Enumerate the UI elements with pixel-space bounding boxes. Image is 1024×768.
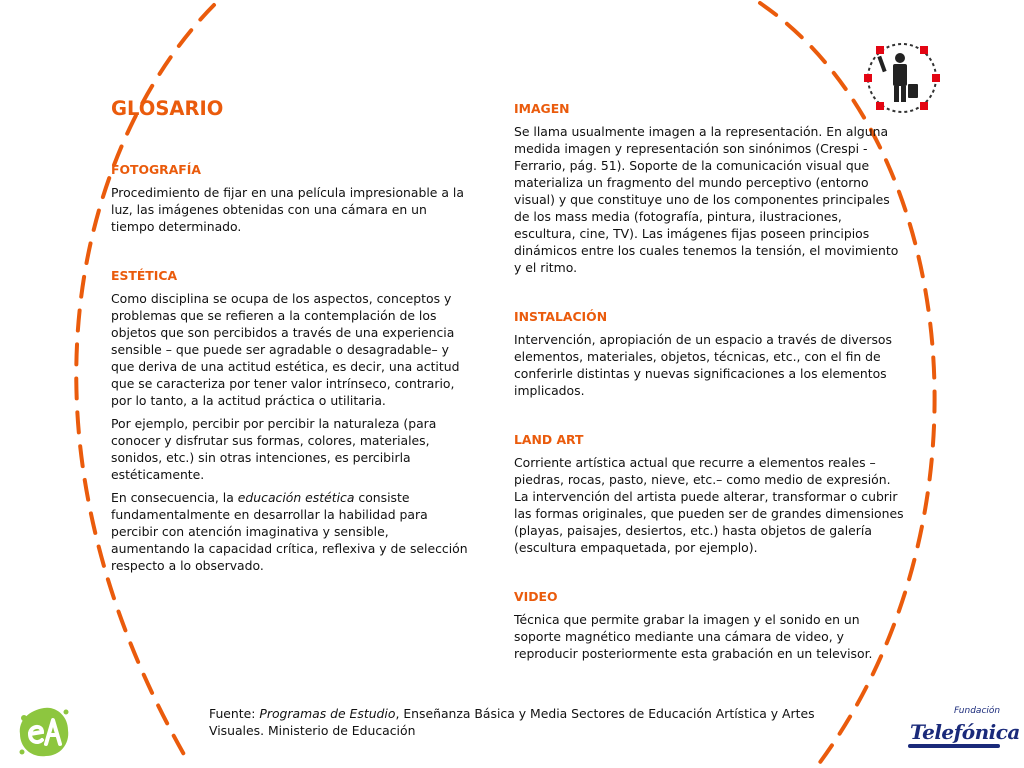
term-video: VIDEO — [514, 589, 558, 604]
footer-source-title: Programas de Estudio — [259, 706, 396, 721]
term-imagen: IMAGEN — [514, 101, 570, 116]
fundacion-label: Fundación — [954, 706, 1001, 716]
definition-video: Técnica que permite grabar la imagen y el sonido en un soporte magnético mediante una cámara de video, y reproducir posteriormente esta grabación en un televisor. — [514, 612, 873, 661]
term-instalacion: INSTALACIÓN — [514, 309, 608, 324]
term-fotografia: FOTOGRAFÍA — [111, 162, 201, 177]
footer-label: Fuente: — [209, 706, 260, 721]
definition-fotografia: Procedimiento de fijar en una película impresionable a la luz, las imágenes obtenidas con una cámara en un tiempo determinado. — [111, 185, 464, 234]
estetica-p3-before: En consecuencia, la — [111, 490, 238, 505]
telefonica-label: Telefónica — [910, 720, 1020, 744]
term-land-art: LAND ART — [514, 432, 584, 447]
footer-source — [209, 705, 849, 739]
estetica-p3-after: consiste fundamentalmente en desarrollar la habilidad para percibir con atención imaginativa y sensible, aumentando la capacidad crítica, reflexiva y de selección respecto a lo observado. — [111, 490, 468, 573]
estetica-p3-italic: educación estética — [237, 490, 355, 505]
definition-estetica-p2: Por ejemplo, percibir por percibir la naturaleza (para conocer y disfrutar sus formas, colores, materiales, sonidos, etc.) sin otras intenciones, es percibirla estéticamente. — [111, 416, 437, 482]
ea-logo-icon — [16, 704, 72, 760]
right-column — [514, 100, 904, 668]
term-estetica: ESTÉTICA — [111, 268, 178, 283]
definition-instalacion: Intervención, apropiación de un espacio a través de diversos elementos, materiales, objetos, técnicas, etc., con el fin de conferirle distintas y nuevas significaciones a los elementos implicados. — [514, 332, 892, 398]
page-title: GLOSARIO — [111, 97, 224, 120]
telefonica-underline — [908, 744, 1000, 748]
definition-estetica-p1: Como disciplina se ocupa de los aspectos, conceptos y problemas que se refieren a la contemplación de los objetos que son percibidos a través de una experiencia sensible – que puede ser agradable o desagradable– y que deriva de una actitud estética, es decir, una actitud que se caracteriza por tener valor intrínseco, contrario, por lo tanto, a la actitud práctica o utilitaria. — [111, 291, 460, 408]
definition-estetica-p3 — [111, 489, 471, 574]
definition-imagen: Se llama usualmente imagen a la representación. En alguna medida imagen y representación son sinónimos (Crespi - Ferrario, pág. 51). Soporte de la comunicación visual que materializa un fragmento del mundo perceptivo (entorno visual) y que constituye uno de los componentes principales de los mass media (fotografía, pintura, ilustraciones, escultura, cine, TV). Las imágenes fijas poseen principios dinámicos entre los cuales tenemos la tensión, el movimiento y el ritmo. — [514, 124, 899, 275]
footer-source-rest: , Enseñanza Básica y Media Sectores de Educación Artística y Artes Visuales. Ministerio de Educación — [209, 706, 815, 738]
definition-land-art: Corriente artística actual que recurre a elementos reales – piedras, rocas, pasto, nieve, etc.– como medio de expresión. La intervención del artista puede alterar, transformar o cubrir las formas originales, que pueden ser de grandes dimensiones (playas, paisajes, desiertos, etc.) hasta objetos de galería (escultura empaquetada, por ejemplo). — [514, 455, 904, 555]
fundacion-telefonica-logo — [904, 700, 1020, 756]
left-column — [111, 97, 471, 580]
